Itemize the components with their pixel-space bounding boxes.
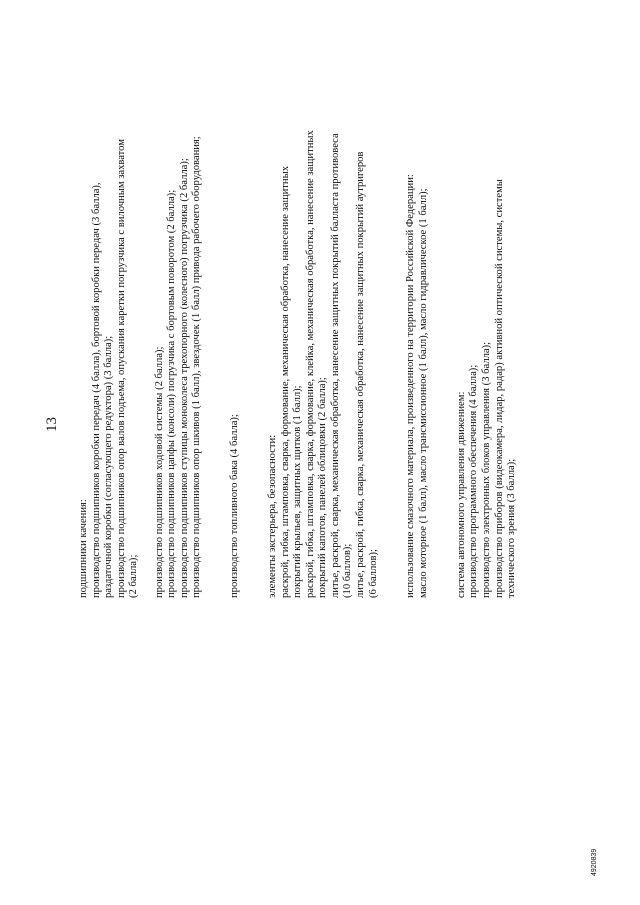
text-line: покрытий крыльев, защитных щитков (1 балл);	[292, 385, 304, 598]
text-line: производство подшипников цапфы (консоли) погрузчика с бортовым поворотом (2 балла);	[166, 189, 178, 598]
document-body	[78, 18, 519, 598]
text-line: использование смазочного материала, произведенного на территории Российской Федерации:	[405, 174, 417, 598]
text-line: (6 баллов);	[367, 548, 379, 598]
blank-line	[204, 18, 217, 598]
blank-line	[393, 18, 406, 598]
document-id: 4920839	[591, 848, 598, 876]
text-line: литье, раскрой, гибка, сварка, механическая обработка, нанесение защитных покрытий аутригеров	[355, 151, 367, 598]
text-line: производство программного обеспечения (4 балла);	[468, 364, 480, 598]
text-line: производство подшипников опор шкивов (1 балл), звездочек (1 балл) привода рабочего оборудования;	[191, 136, 203, 598]
blank-line	[431, 18, 444, 598]
text-line: система автономного управления движением:	[455, 391, 467, 598]
blank-line	[141, 18, 154, 598]
text-line: технического зрения (3 балла);	[506, 458, 518, 598]
text-line: раскрой, гибка, штамповка, сварка, формование, механическая обработка, нанесение защитных	[279, 166, 291, 598]
text-line: производство подшипников ходовой системы (2 балла);	[153, 346, 165, 598]
text-line: (2 балла);	[128, 554, 140, 598]
text-line: масло моторное (1 балл), масло трансмиссионное (1 балл), масло гидравлическое (1 балл);	[418, 188, 430, 598]
text-line: подшипники качения:	[78, 499, 89, 598]
blank-line	[242, 18, 255, 598]
blank-line	[380, 18, 393, 598]
page-number: 13	[44, 417, 60, 432]
text-line: раздаточной коробки (согласующего редуктора) (3 балла);	[103, 335, 115, 598]
text-line: производство приборов (видеокамера, лидар, радар) активной оптической системы, системы	[493, 179, 505, 598]
blank-line	[443, 18, 456, 598]
text-line: производство топливного бака (4 балла);	[229, 414, 241, 598]
text-line: литье, раскрой, сварка, механическая обработка, нанесение защитных покрытий балласта противовеса	[329, 133, 341, 598]
text-line: раскрой, гибка, штамповка, сварка, формование, клейка, механическая обработка, нанесение защитных	[304, 130, 316, 598]
text-line: производство электронных блоков управления (3 балла);	[481, 341, 492, 598]
blank-line	[217, 18, 230, 598]
text-line: производство подшипников ступицы моноколеса трехопорного (колесного) погрузчика (2 балла);	[178, 158, 190, 598]
blank-line	[254, 18, 267, 598]
text-line: элементы экстерьера, безопасности:	[266, 434, 278, 598]
text-line: производство подшипников коробки передач (4 балла), бортовой коробки передач (3 балла),	[90, 182, 102, 598]
text-line: производство подшипников опор валов подъема, опускания каретки погрузчика с вилочным захватом	[115, 139, 127, 598]
text-line: покрытий капотов, панелей облицовки (2 балла);	[317, 377, 329, 598]
text-line: (10 баллов);	[342, 543, 354, 598]
